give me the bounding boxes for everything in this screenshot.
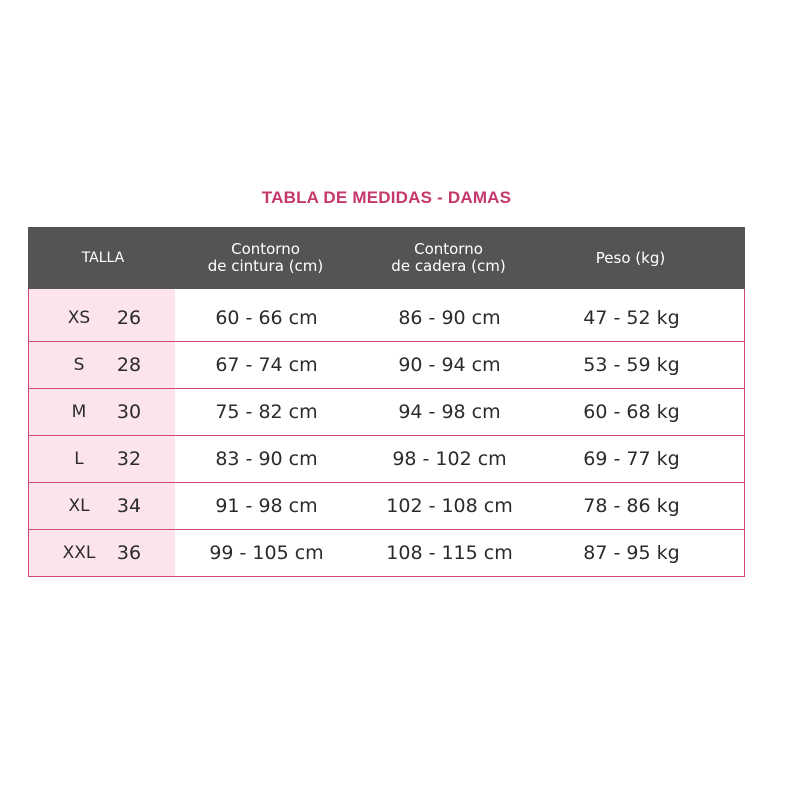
weight-value: 87 - 95 kg	[583, 542, 680, 564]
weight-value: 69 - 77 kg	[583, 448, 680, 470]
waist-value: 99 - 105 cm	[209, 542, 324, 564]
weight-value: 53 - 59 kg	[583, 354, 680, 376]
hip-value: 108 - 115 cm	[386, 542, 513, 564]
header-peso-label: Peso (kg)	[595, 248, 666, 267]
header-cintura-line2: de cintura (cm)	[207, 257, 324, 275]
table-body	[28, 289, 745, 577]
table-row	[29, 289, 744, 341]
page-title: TABLA DE MEDIDAS - DAMAS	[261, 188, 512, 207]
hip-value: 86 - 90 cm	[398, 307, 501, 329]
waist-value: 67 - 74 cm	[215, 354, 318, 376]
hip-value: 90 - 94 cm	[398, 354, 501, 376]
weight-value: 78 - 86 kg	[583, 495, 680, 517]
size-number: 32	[116, 448, 142, 470]
header-talla-label: TALLA	[81, 249, 125, 266]
waist-value: 75 - 82 cm	[215, 401, 318, 423]
size-letter: XL	[68, 496, 90, 516]
size-letter: M	[71, 402, 87, 422]
size-letter: XS	[67, 308, 91, 328]
table-row	[29, 529, 744, 576]
size-number: 26	[116, 307, 142, 329]
size-number: 30	[116, 401, 142, 423]
table-header	[28, 227, 745, 289]
size-letter: S	[73, 355, 85, 375]
header-cintura	[178, 227, 353, 289]
header-cadera-line1: Contorno	[414, 240, 483, 258]
size-letter: L	[74, 449, 84, 469]
table-row	[29, 341, 744, 388]
waist-value: 60 - 66 cm	[215, 307, 318, 329]
waist-value: 91 - 98 cm	[215, 495, 318, 517]
header-talla	[28, 227, 178, 289]
table-row	[29, 482, 744, 529]
weight-value: 60 - 68 kg	[583, 401, 680, 423]
size-table	[28, 227, 745, 577]
table-row	[29, 435, 744, 482]
header-cadera	[361, 227, 536, 289]
hip-value: 102 - 108 cm	[386, 495, 513, 517]
table-row	[29, 388, 744, 435]
size-letter: XXL	[62, 543, 96, 563]
header-cintura-line1: Contorno	[231, 240, 300, 258]
hip-value: 98 - 102 cm	[392, 448, 507, 470]
size-number: 34	[116, 495, 142, 517]
weight-value: 47 - 52 kg	[583, 307, 680, 329]
size-number: 36	[116, 542, 142, 564]
size-number: 28	[116, 354, 142, 376]
waist-value: 83 - 90 cm	[215, 448, 318, 470]
hip-value: 94 - 98 cm	[398, 401, 501, 423]
header-cadera-line2: de cadera (cm)	[391, 257, 506, 275]
header-peso	[543, 227, 718, 289]
